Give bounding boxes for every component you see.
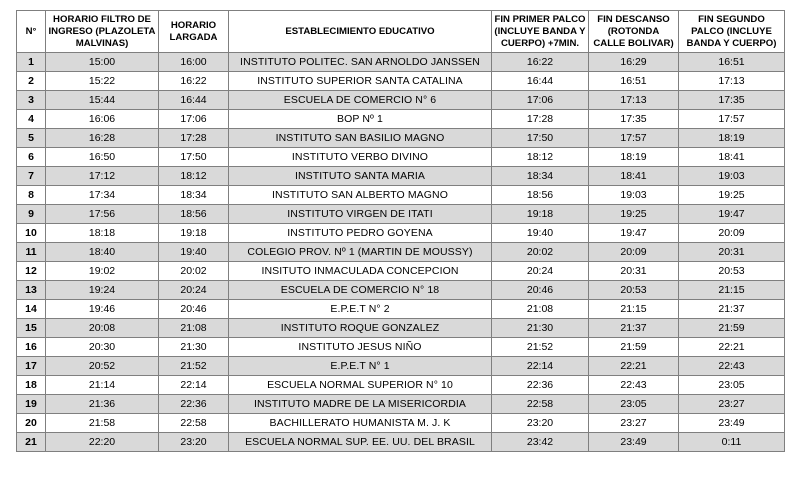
cell-establecimiento: INSTITUTO VERBO DIVINO (229, 148, 492, 167)
cell-num: 6 (17, 148, 46, 167)
schedule-container (16, 10, 784, 452)
table-row (17, 300, 785, 319)
cell-descanso: 17:13 (589, 91, 679, 110)
cell-primer-palco: 19:18 (492, 205, 589, 224)
table-body (17, 53, 785, 452)
cell-segundo-palco: 18:19 (679, 129, 785, 148)
table-row (17, 72, 785, 91)
cell-descanso: 20:09 (589, 243, 679, 262)
cell-primer-palco: 17:06 (492, 91, 589, 110)
cell-ingreso: 15:44 (46, 91, 159, 110)
cell-primer-palco: 22:58 (492, 395, 589, 414)
cell-descanso: 22:43 (589, 376, 679, 395)
cell-primer-palco: 20:46 (492, 281, 589, 300)
cell-descanso: 17:57 (589, 129, 679, 148)
cell-primer-palco: 18:34 (492, 167, 589, 186)
cell-primer-palco: 21:30 (492, 319, 589, 338)
cell-segundo-palco: 21:37 (679, 300, 785, 319)
cell-largada: 20:46 (159, 300, 229, 319)
cell-segundo-palco: 22:21 (679, 338, 785, 357)
cell-descanso: 18:19 (589, 148, 679, 167)
cell-num: 1 (17, 53, 46, 72)
cell-descanso: 19:03 (589, 186, 679, 205)
header-ingreso: HORARIO FILTRO DE INGRESO (PLAZOLETA MALVINAS) (46, 11, 159, 53)
cell-largada: 18:56 (159, 205, 229, 224)
cell-establecimiento: INSTITUTO JESUS NIÑO (229, 338, 492, 357)
cell-establecimiento: INSTITUTO MADRE DE LA MISERICORDIA (229, 395, 492, 414)
cell-ingreso: 21:58 (46, 414, 159, 433)
header-segundo-palco: FIN SEGUNDO PALCO (INCLUYE BANDA Y CUERPO) (679, 11, 785, 53)
cell-ingreso: 19:24 (46, 281, 159, 300)
header-num: N° (17, 11, 46, 53)
cell-num: 10 (17, 224, 46, 243)
table-row (17, 186, 785, 205)
cell-segundo-palco: 21:59 (679, 319, 785, 338)
cell-largada: 20:24 (159, 281, 229, 300)
table-row (17, 205, 785, 224)
cell-ingreso: 19:02 (46, 262, 159, 281)
cell-descanso: 16:51 (589, 72, 679, 91)
cell-num: 2 (17, 72, 46, 91)
cell-segundo-palco: 23:27 (679, 395, 785, 414)
cell-largada: 19:40 (159, 243, 229, 262)
cell-segundo-palco: 17:57 (679, 110, 785, 129)
table-row (17, 167, 785, 186)
cell-descanso: 16:29 (589, 53, 679, 72)
header-descanso: FIN DESCANSO (ROTONDA CALLE BOLIVAR) (589, 11, 679, 53)
table-row (17, 319, 785, 338)
table-row (17, 224, 785, 243)
schedule-table (16, 10, 785, 452)
table-row (17, 281, 785, 300)
cell-num: 14 (17, 300, 46, 319)
table-row (17, 243, 785, 262)
cell-ingreso: 21:14 (46, 376, 159, 395)
cell-largada: 16:44 (159, 91, 229, 110)
cell-num: 21 (17, 433, 46, 452)
cell-descanso: 20:31 (589, 262, 679, 281)
cell-num: 4 (17, 110, 46, 129)
table-row (17, 53, 785, 72)
cell-segundo-palco: 21:15 (679, 281, 785, 300)
cell-establecimiento: ESCUELA NORMAL SUP. EE. UU. DEL BRASIL (229, 433, 492, 452)
cell-num: 3 (17, 91, 46, 110)
cell-largada: 22:36 (159, 395, 229, 414)
cell-ingreso: 18:18 (46, 224, 159, 243)
cell-descanso: 18:41 (589, 167, 679, 186)
cell-primer-palco: 17:50 (492, 129, 589, 148)
cell-segundo-palco: 23:49 (679, 414, 785, 433)
cell-largada: 17:50 (159, 148, 229, 167)
table-row (17, 110, 785, 129)
cell-num: 20 (17, 414, 46, 433)
table-row (17, 357, 785, 376)
cell-primer-palco: 20:24 (492, 262, 589, 281)
cell-num: 12 (17, 262, 46, 281)
cell-descanso: 19:25 (589, 205, 679, 224)
cell-descanso: 23:27 (589, 414, 679, 433)
cell-ingreso: 18:40 (46, 243, 159, 262)
cell-establecimiento: INSTITUTO SAN BASILIO MAGNO (229, 129, 492, 148)
cell-ingreso: 15:22 (46, 72, 159, 91)
cell-num: 13 (17, 281, 46, 300)
table-row (17, 338, 785, 357)
cell-ingreso: 15:00 (46, 53, 159, 72)
cell-primer-palco: 19:40 (492, 224, 589, 243)
cell-segundo-palco: 23:05 (679, 376, 785, 395)
cell-num: 11 (17, 243, 46, 262)
cell-num: 18 (17, 376, 46, 395)
header-largada: HORARIO LARGADA (159, 11, 229, 53)
cell-primer-palco: 23:20 (492, 414, 589, 433)
cell-ingreso: 17:12 (46, 167, 159, 186)
cell-establecimiento: E.P.E.T N° 1 (229, 357, 492, 376)
cell-segundo-palco: 20:31 (679, 243, 785, 262)
cell-primer-palco: 22:36 (492, 376, 589, 395)
cell-establecimiento: INSTITUTO POLITEC. SAN ARNOLDO JANSSEN (229, 53, 492, 72)
cell-largada: 16:22 (159, 72, 229, 91)
cell-num: 9 (17, 205, 46, 224)
cell-ingreso: 19:46 (46, 300, 159, 319)
cell-establecimiento: ESCUELA NORMAL SUPERIOR N° 10 (229, 376, 492, 395)
cell-primer-palco: 23:42 (492, 433, 589, 452)
cell-descanso: 23:05 (589, 395, 679, 414)
table-row (17, 91, 785, 110)
cell-ingreso: 20:52 (46, 357, 159, 376)
cell-ingreso: 16:06 (46, 110, 159, 129)
cell-segundo-palco: 19:47 (679, 205, 785, 224)
cell-ingreso: 22:20 (46, 433, 159, 452)
cell-primer-palco: 20:02 (492, 243, 589, 262)
cell-largada: 22:58 (159, 414, 229, 433)
table-row (17, 376, 785, 395)
cell-descanso: 21:37 (589, 319, 679, 338)
cell-segundo-palco: 20:09 (679, 224, 785, 243)
cell-segundo-palco: 19:25 (679, 186, 785, 205)
cell-ingreso: 20:30 (46, 338, 159, 357)
cell-establecimiento: INSITUTO INMACULADA CONCEPCION (229, 262, 492, 281)
cell-primer-palco: 16:22 (492, 53, 589, 72)
cell-segundo-palco: 20:53 (679, 262, 785, 281)
cell-largada: 17:28 (159, 129, 229, 148)
cell-ingreso: 16:50 (46, 148, 159, 167)
table-row (17, 148, 785, 167)
cell-primer-palco: 22:14 (492, 357, 589, 376)
cell-descanso: 22:21 (589, 357, 679, 376)
cell-segundo-palco: 18:41 (679, 148, 785, 167)
cell-largada: 23:20 (159, 433, 229, 452)
cell-largada: 17:06 (159, 110, 229, 129)
header-primer-palco: FIN PRIMER PALCO (INCLUYE BANDA Y CUERPO) +7MIN. (492, 11, 589, 53)
cell-ingreso: 21:36 (46, 395, 159, 414)
cell-largada: 21:08 (159, 319, 229, 338)
cell-largada: 21:52 (159, 357, 229, 376)
cell-establecimiento: INSTITUTO SUPERIOR SANTA CATALINA (229, 72, 492, 91)
cell-num: 8 (17, 186, 46, 205)
cell-segundo-palco: 0:11 (679, 433, 785, 452)
table-row (17, 414, 785, 433)
cell-largada: 20:02 (159, 262, 229, 281)
cell-largada: 21:30 (159, 338, 229, 357)
cell-ingreso: 17:56 (46, 205, 159, 224)
cell-establecimiento: ESCUELA DE COMERCIO N° 6 (229, 91, 492, 110)
cell-descanso: 21:15 (589, 300, 679, 319)
cell-establecimiento: INSTITUTO VIRGEN DE ITATI (229, 205, 492, 224)
header-establecimiento: ESTABLECIMIENTO EDUCATIVO (229, 11, 492, 53)
cell-establecimiento: BACHILLERATO HUMANISTA M. J. K (229, 414, 492, 433)
table-header-row (17, 11, 785, 53)
cell-establecimiento: INSTITUTO SANTA MARIA (229, 167, 492, 186)
cell-establecimiento: ESCUELA DE COMERCIO N° 18 (229, 281, 492, 300)
cell-establecimiento: INSTITUTO SAN ALBERTO MAGNO (229, 186, 492, 205)
cell-primer-palco: 21:52 (492, 338, 589, 357)
cell-segundo-palco: 17:35 (679, 91, 785, 110)
cell-largada: 19:18 (159, 224, 229, 243)
cell-largada: 18:12 (159, 167, 229, 186)
cell-establecimiento: INSTITUTO PEDRO GOYENA (229, 224, 492, 243)
table-row (17, 433, 785, 452)
cell-ingreso: 16:28 (46, 129, 159, 148)
cell-establecimiento: BOP Nº 1 (229, 110, 492, 129)
cell-num: 16 (17, 338, 46, 357)
cell-descanso: 21:59 (589, 338, 679, 357)
cell-num: 17 (17, 357, 46, 376)
table-row (17, 129, 785, 148)
cell-num: 7 (17, 167, 46, 186)
cell-largada: 18:34 (159, 186, 229, 205)
cell-num: 5 (17, 129, 46, 148)
cell-establecimiento: E.P.E.T N° 2 (229, 300, 492, 319)
cell-primer-palco: 18:56 (492, 186, 589, 205)
cell-largada: 22:14 (159, 376, 229, 395)
cell-ingreso: 20:08 (46, 319, 159, 338)
table-row (17, 262, 785, 281)
cell-primer-palco: 21:08 (492, 300, 589, 319)
cell-descanso: 17:35 (589, 110, 679, 129)
cell-primer-palco: 18:12 (492, 148, 589, 167)
cell-num: 15 (17, 319, 46, 338)
cell-establecimiento: INSTITUTO ROQUE GONZALEZ (229, 319, 492, 338)
table-row (17, 395, 785, 414)
cell-num: 19 (17, 395, 46, 414)
cell-descanso: 23:49 (589, 433, 679, 452)
cell-descanso: 19:47 (589, 224, 679, 243)
cell-primer-palco: 16:44 (492, 72, 589, 91)
cell-ingreso: 17:34 (46, 186, 159, 205)
cell-segundo-palco: 19:03 (679, 167, 785, 186)
cell-segundo-palco: 22:43 (679, 357, 785, 376)
cell-segundo-palco: 16:51 (679, 53, 785, 72)
cell-segundo-palco: 17:13 (679, 72, 785, 91)
cell-establecimiento: COLEGIO PROV. Nº 1 (MARTIN DE MOUSSY) (229, 243, 492, 262)
cell-largada: 16:00 (159, 53, 229, 72)
cell-descanso: 20:53 (589, 281, 679, 300)
cell-primer-palco: 17:28 (492, 110, 589, 129)
